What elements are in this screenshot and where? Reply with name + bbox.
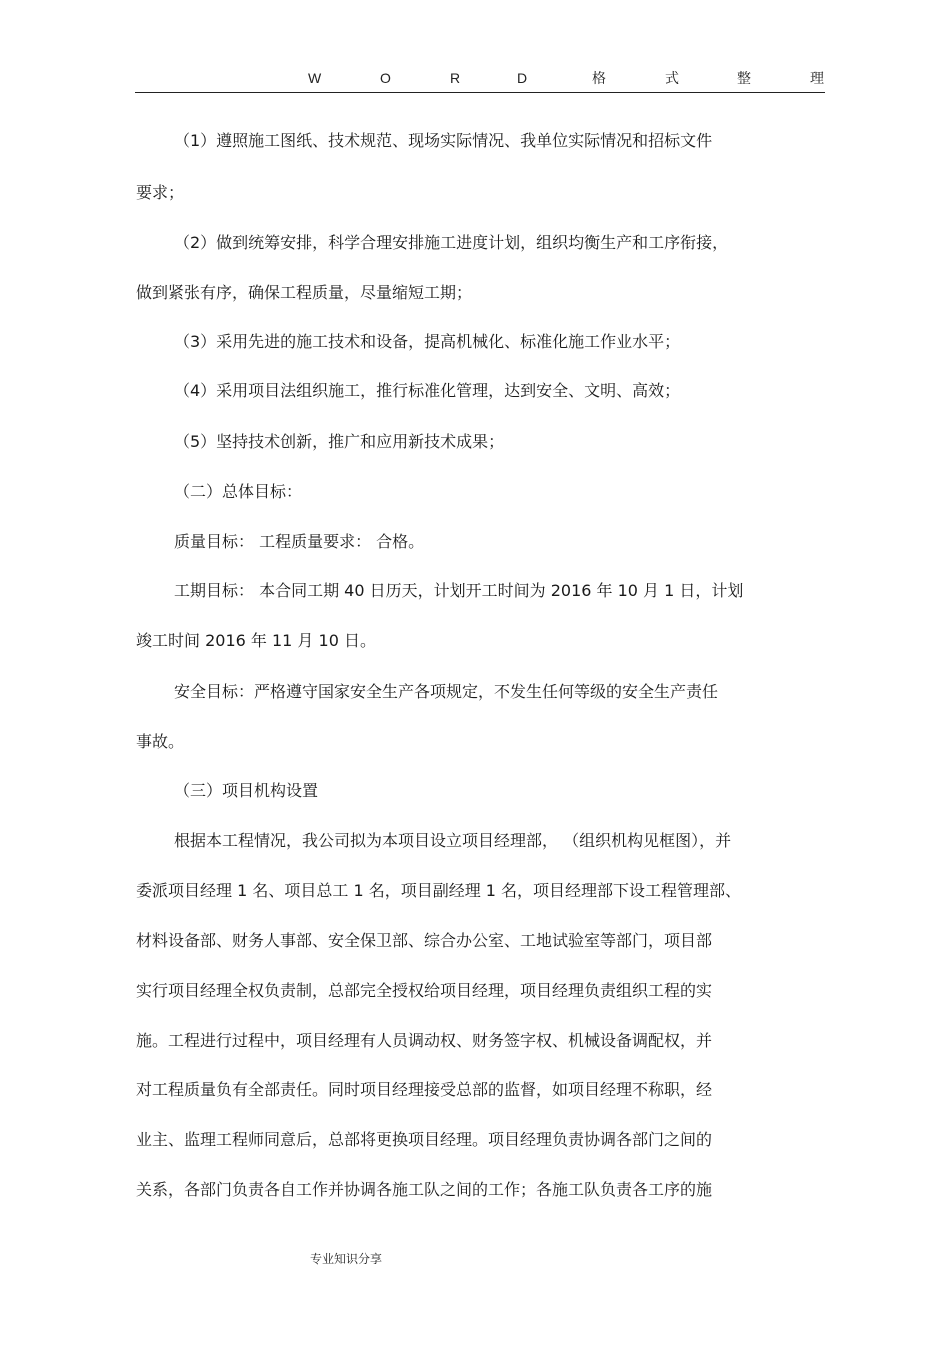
text-line: 业主、监理工程师同意后，总部将更换项目经理。项目经理负责协调各部门之间的	[136, 1130, 713, 1149]
header-letter-w: W	[308, 70, 322, 86]
text-line: 工期目标： 本合同工期 40 日历天，计划开工时间为 2016 年 10 月 1 日，计划	[174, 581, 744, 600]
section-heading: （二）总体目标：	[174, 482, 303, 501]
text-line: 竣工时间 2016 年 11 月 10 日。	[136, 631, 376, 650]
text-line: 事故。	[136, 732, 185, 751]
header-char-li: 理	[810, 70, 824, 86]
text-line: 质量目标： 工程质量要求： 合格。	[174, 532, 425, 551]
text-line: 对工程质量负有全部责任。同时项目经理接受总部的监督，如项目经理不称职，经	[136, 1080, 713, 1099]
text-line: 委派项目经理 1 名、项目总工 1 名，项目副经理 1 名，项目经理部下设工程管理部、	[136, 881, 742, 900]
text-line: 施。工程进行过程中，项目经理有人员调动权、财务签字权、机械设备调配权，并	[136, 1031, 713, 1050]
header-rule	[135, 92, 825, 93]
text-line: 材料设备部、财务人事部、安全保卫部、综合办公室、工地试验室等部门，项目部	[136, 931, 713, 950]
text-line: 做到紧张有序，确保工程质量，尽量缩短工期；	[136, 283, 473, 302]
header-char-zheng: 整	[737, 70, 751, 86]
text-line: （5）坚持技术创新，推广和应用新技术成果；	[174, 432, 505, 451]
text-line: 关系，各部门负责各自工作并协调各施工队之间的工作；各施工队负责各工序的施	[136, 1180, 713, 1199]
header-letter-r: R	[450, 70, 461, 86]
header-letter-d: D	[517, 70, 528, 86]
text-line: （3）采用先进的施工技术和设备，提高机械化、标准化施工作业水平；	[174, 332, 681, 351]
text-line: （4）采用项目法组织施工，推行标准化管理，达到安全、文明、高效；	[174, 381, 681, 400]
text-line: （1）遵照施工图纸、技术规范、现场实际情况、我单位实际情况和招标文件	[174, 131, 713, 150]
page-header	[135, 68, 825, 92]
page-footer: 专业知识分享	[310, 1252, 383, 1266]
text-line: 安全目标：严格遵守国家安全生产各项规定，不发生任何等级的安全生产责任	[174, 682, 719, 701]
header-char-ge: 格	[592, 70, 606, 86]
text-line: 根据本工程情况，我公司拟为本项目设立项目经理部， （组织机构见框图），并	[174, 831, 732, 850]
text-line: （2）做到统筹安排，科学合理安排施工进度计划，组织均衡生产和工序衔接，	[174, 233, 729, 252]
section-heading: （三）项目机构设置	[174, 781, 319, 800]
header-char-shi: 式	[665, 70, 679, 86]
text-line: 实行项目经理全权负责制，总部完全授权给项目经理，项目经理负责组织工程的实	[136, 981, 713, 1000]
text-line: 要求；	[136, 183, 185, 202]
header-letter-o: O	[380, 70, 391, 86]
